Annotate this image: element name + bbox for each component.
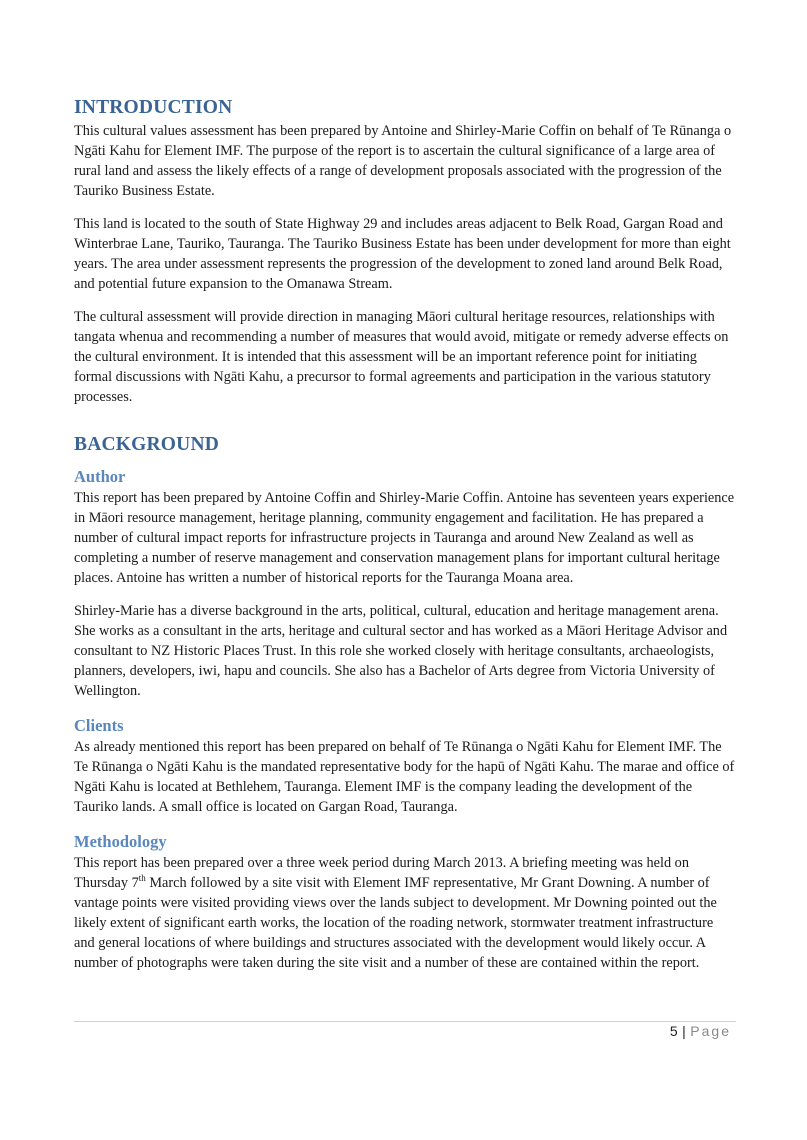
clients-paragraph: As already mentioned this report has been prepared on behalf of Te Rūnanga o Ngāti Kahu for Element IMF. The Te Rūnanga o Ngāti Kahu is the mandated representative body for the hapū of Ngāti Kahu. The marae and office of Ngāti Kahu is located at Bethlehem, Tauranga. Element IMF is the company leading the development of the Tauriko lands. A small office is located on Gargan Road, Tauranga. <box>74 739 735 815</box>
page-separator: | <box>682 1023 687 1039</box>
page-number: 5 <box>669 1023 679 1039</box>
footer-divider <box>74 1021 736 1022</box>
introduction-paragraph-3: The cultural assessment will provide direction in managing Māori cultural heritage resources, relationships with tangata whenua and recommending a number of measures that would avoid, mitigate or remedy adverse effects on the cultural environment. It is intended that this assessment will be an important reference point for initiating formal discussions with Ngāti Kahu, a precursor to formal agreements and participation in the various statutory processes. <box>74 309 729 405</box>
methodology-paragraph <box>74 853 736 973</box>
introduction-heading: INTRODUCTION <box>74 97 233 118</box>
page-footer <box>670 1023 731 1039</box>
ordinal-suffix: th <box>138 873 146 884</box>
document-page <box>74 96 736 973</box>
methodology-text-start: This report has been prepared over a three week period during March 2013. A briefing meeting was held on Thursday 7 <box>74 855 689 891</box>
background-heading: BACKGROUND <box>74 434 220 455</box>
introduction-paragraph-2: This land is located to the south of State Highway 29 and includes areas adjacent to Belk Road, Gargan Road and Winterbrae Lane, Tauriko, Tauranga. The Tauriko Business Estate has been under development for more than eight years. The area under assessment represents the progression of the development to zoned land around Belk Road, and potential future expansion to the Omanawa Stream. <box>74 216 731 292</box>
author-heading: Author <box>74 467 126 486</box>
page-word: Page <box>690 1023 731 1039</box>
author-paragraph-1: This report has been prepared by Antoine Coffin and Shirley-Marie Coffin. Antoine has seventeen years experience in Māori resource management, heritage planning, community engagement and facilitation. He has prepared a number of cultural impact reports for infrastructure projects in Tauranga and around New Zealand as well as completing a number of reserve management and conservation management plans for important cultural heritage places. Antoine has written a number of historical reports for the Tauranga Moana area. <box>74 490 735 586</box>
methodology-heading: Methodology <box>74 832 167 851</box>
author-paragraph-2: Shirley-Marie has a diverse background in the arts, political, cultural, education and heritage management arena. She works as a consultant in the arts, heritage and cultural sector and has worked as a Māori Heritage Advisor and consultant to NZ Historic Places Trust. In this role she worked closely with heritage consultants, archaeologists, planners, developers, iwi, hapu and councils. She also has a Bachelor of Arts degree from Victoria University of Wellington. <box>74 603 728 699</box>
methodology-text-end: March followed by a site visit with Element IMF representative, Mr Grant Downing. A number of vantage points were visited providing views over the lands subject to development. Mr Downing pointed out the likely extent of significant earth works, the location of the roading network, stormwater treatment infrastructure and general locations of where buildings and structures associated with the development would likely occur. A number of photographs were taken during the site visit and a number of these are contained within the report. <box>74 875 717 971</box>
introduction-paragraph-1: This cultural values assessment has been prepared by Antoine and Shirley-Marie Coffin on behalf of Te Rūnanga o Ngāti Kahu for Element IMF. The purpose of the report is to ascertain the cultural significance of a large area of rural land and assess the likely effects of a range of development proposals associated with the progression of the Tauriko Business Estate. <box>74 123 732 199</box>
clients-heading: Clients <box>74 716 124 735</box>
